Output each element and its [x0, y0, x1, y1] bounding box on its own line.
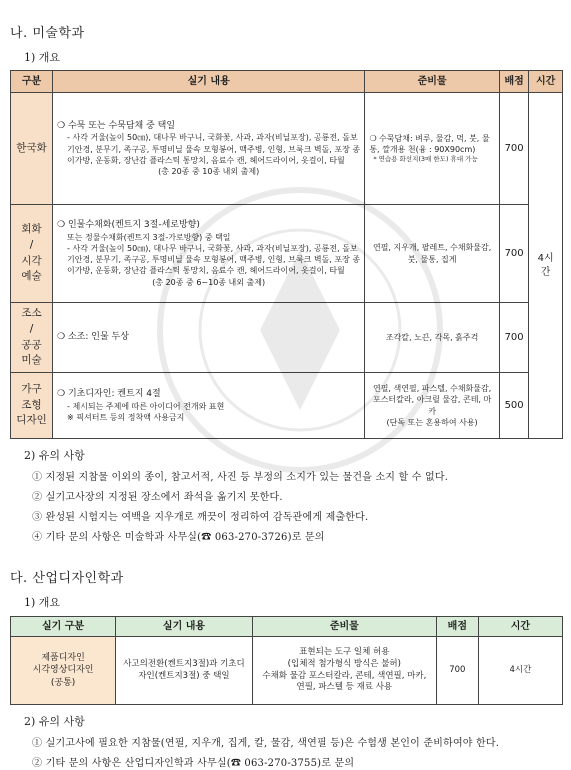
note-item: ① 실기고사에 필요한 지참물(연필, 지우개, 집게, 칼, 물감, 색연필 등)은 수험생 본인이 준비하여야 한다.: [32, 738, 500, 749]
art-notes: [10, 447, 563, 543]
header-prep: 준비물: [365, 71, 500, 93]
header-content: 실기 내용: [116, 617, 253, 637]
header-time: 시간: [478, 617, 562, 637]
section-title-art: 나. 미술학과: [10, 26, 85, 41]
header-score: 배점: [436, 617, 478, 637]
note-item: ② 실기고사장의 지정된 장소에서 좌석을 옮기지 못한다.: [32, 492, 283, 503]
table-row: [11, 93, 563, 205]
section-title-industrial-design: 다. 산업디자인학과: [10, 571, 124, 586]
industrial-design-exam-table: [10, 616, 563, 705]
row-content: 사고의전환(켄트지3절)과 기초디자인(켄트지3절) 중 택일: [116, 637, 253, 705]
row-category: 한국화: [11, 93, 53, 205]
header-time: 시간: [529, 71, 563, 93]
row-category: 회화 / 시각 예술: [11, 205, 53, 303]
table-row: [11, 373, 563, 439]
row-content: ❍ 인물수채화(켄트지 3절-세로방향) 또는 정물수채화(켄트지 3절-가로방향) 중 택일 - 사각 거울(높이 50㎝), 대나무 바구니, 국화꽃, 사과, 과자(비닐포장), 공룡전, 돌보기안경, 분무기, 족구공, 투명비닐 물속 모형봉어, 맥주병, 인형, 브룩크 벽돌, 포장 종이가방, 운동화, 장난감 플라스틱 통망치, 음료수 캔, 헤어드라이어, 옷걸이, 타월 (총 20종 중 6~10종 내외 출제): [53, 205, 365, 303]
note-item: ① 지정된 지참물 이외의 종이, 참고서적, 사진 등 부정의 소지가 있는 물건을 소지 할 수 없다.: [32, 472, 449, 483]
note-item: ④ 기타 문의 사항은 미술학과 사무실(☎ 063-270-3726)로 문의: [32, 532, 325, 543]
subsection-overview: 1) 개요: [24, 51, 61, 64]
row-score: 700: [499, 303, 528, 373]
industrial-design-notes: [10, 713, 563, 769]
subsection-overview: 1) 개요: [24, 596, 61, 609]
art-exam-table: [10, 70, 563, 439]
row-content: ❍ 소조: 인물 두상: [53, 303, 365, 373]
note-item: ③ 완성된 시험지는 여백을 지우개로 깨끗이 정리하여 감독관에게 제출한다.: [32, 512, 369, 523]
header-category: 구분: [11, 71, 53, 93]
header-content: 실기 내용: [53, 71, 365, 93]
table-header-row: [11, 71, 563, 93]
row-prep: 연필, 색연필, 파스텔, 수채화물감, 포스터칼라, 아크릴 물감, 콘테, 마카 (단독 또는 혼용하여 사용): [365, 373, 500, 439]
row-score: 700: [499, 205, 528, 303]
row-score: 500: [499, 373, 528, 439]
table-row: [11, 303, 563, 373]
header-prep: 준비물: [252, 617, 436, 637]
row-score: 700: [499, 93, 528, 205]
note-item: ② 기타 문의 사항은 산업디자인학과 사무실(☎ 063-270-3755)로 문의: [32, 758, 355, 769]
row-prep: ❍ 수묵담채: 벼루, 물감, 먹, 붓, 물통, 깔개용 천(융 : 90X90cm) * 연습용 화선지(3매 한도) 휴대 가능: [365, 93, 500, 205]
row-content: ❍ 기초디자인: 켄트지 4절 - 제시되는 주제에 따른 아이디어 전개와 표현 ※ 픽셔터트 등의 정착액 사용금지: [53, 373, 365, 439]
subsection-notes: 2) 유의 사항: [24, 449, 85, 462]
row-time: 4시간: [478, 637, 562, 705]
row-prep: 조각칼, 노끈, 각목, 흙주걱: [365, 303, 500, 373]
table-row: [11, 637, 563, 705]
table-row: [11, 205, 563, 303]
row-category: 조소 / 공공 미술: [11, 303, 53, 373]
header-score: 배점: [499, 71, 528, 93]
row-content: ❍ 수묵 또는 수묵담채 중 택일 - 사각 거울(높이 50㎝), 대나무 바구니, 국화꽃, 사과, 과자(비닐포장), 공룡전, 돌보기안경, 분무기, 족구공, 투명비닐 물속 모형봉어, 맥주병, 인형, 브룩크 벽돌, 포장 종이가방, 운동화, 장난감 플라스틱 통망치, 음료수 캔, 헤어드라이어, 옷걸이, 타월 (총 20종 중 10종 내외 출제): [53, 93, 365, 205]
row-prep: 표현되는 도구 일체 허용 (입체적 첨가형식 방식은 불허) 수채화 물감 포스터칼라, 콘테, 색연필, 마카, 연필, 파스텔 등 재료 사용: [252, 637, 436, 705]
row-category: 가구 조형 디자인: [11, 373, 53, 439]
total-time: 4시간: [529, 93, 563, 439]
row-category: 제품디자인 시각영상디자인 (공통): [11, 637, 116, 705]
subsection-notes: 2) 유의 사항: [24, 715, 85, 728]
row-score: 700: [436, 637, 478, 705]
table-header-row: [11, 617, 563, 637]
row-prep: 연필, 지우개, 팔레트, 수채화물감, 붓, 물통, 집게: [365, 205, 500, 303]
header-category: 실기 구분: [11, 617, 116, 637]
